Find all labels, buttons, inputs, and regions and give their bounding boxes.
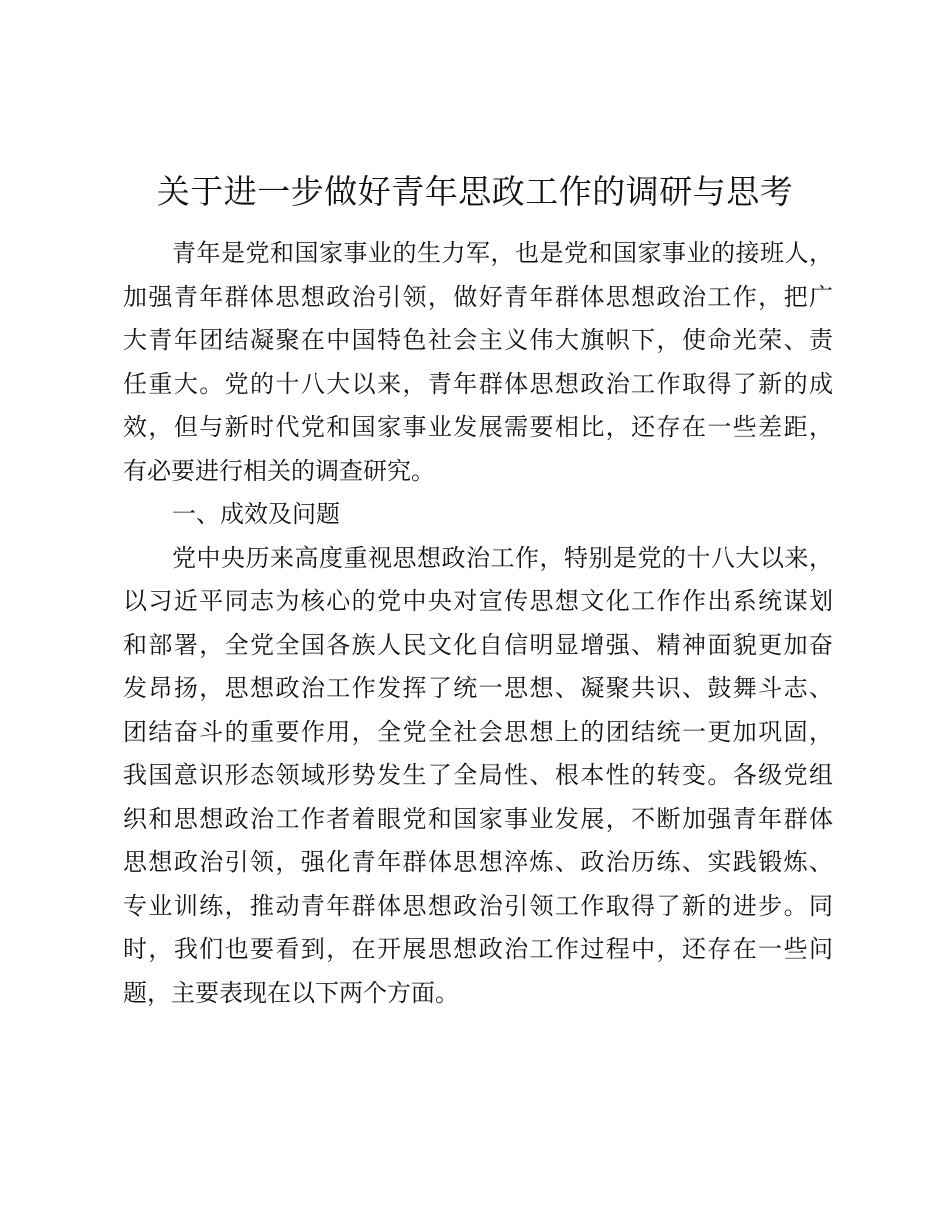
document-body	[123, 232, 833, 1015]
paragraph-line: 专业训练，推动青年群体思想政治引领工作取得了新的进步。同	[123, 891, 833, 920]
paragraph-line: 有必要进行相关的调查研究。	[123, 456, 435, 485]
paragraph-line: 和部署，全党全国各族人民文化自信明显增强、精神面貌更加奋	[123, 630, 833, 659]
section-heading: 一、成效及问题	[172, 500, 340, 528]
paragraph-line: 我国意识形态领域形势发生了全局性、根本性的转变。各级党组	[123, 761, 833, 789]
paragraph-line: 效，但与新时代党和国家事业发展需要相比，还存在一些差距，	[123, 413, 833, 441]
paragraph-line: 青年是党和国家事业的生力军，也是党和国家事业的接班人，	[172, 239, 833, 267]
paragraph-line: 题，主要表现在以下两个方面。	[123, 978, 459, 1007]
paragraph-line: 加强青年群体思想政治引领，做好青年群体思想政治工作，把广	[123, 282, 833, 311]
paragraph-line: 发昂扬，思想政治工作发挥了统一思想、凝聚共识、鼓舞斗志、	[123, 674, 833, 702]
paragraph-line: 思想政治引领，强化青年群体思想淬炼、政治历练、实践锻炼、	[123, 848, 833, 876]
paragraph-line: 以习近平同志为核心的党中央对宣传思想文化工作作出系统谋划	[123, 587, 833, 615]
document-title: 关于进一步做好青年思政工作的调研与思考	[156, 172, 794, 211]
paragraph-line: 团结奋斗的重要作用，全党全社会思想上的团结统一更加巩固，	[123, 717, 833, 746]
paragraph-line: 党中央历来高度重视思想政治工作，特别是党的十八大以来，	[172, 543, 833, 572]
paragraph-line: 时，我们也要看到，在开展思想政治工作过程中，还存在一些问	[123, 935, 833, 963]
paragraph-line: 大青年团结凝聚在中国特色社会主义伟大旗帜下，使命光荣、责	[123, 326, 833, 354]
paragraph-line: 织和思想政治工作者着眼党和国家事业发展，不断加强青年群体	[123, 804, 833, 833]
paragraph-line: 任重大。党的十八大以来，青年群体思想政治工作取得了新的成	[123, 369, 833, 398]
